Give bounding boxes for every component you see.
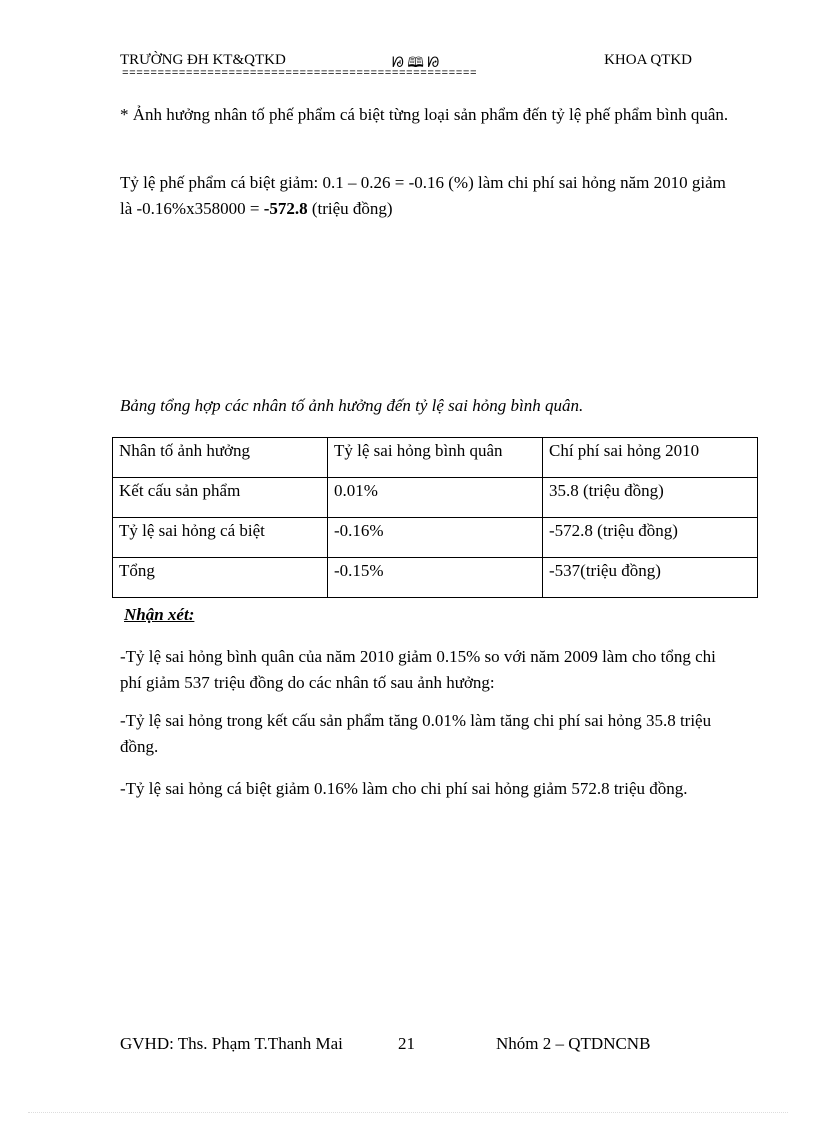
table-row — [113, 558, 758, 598]
intro-paragraph-2 — [120, 170, 740, 222]
table-cell: 35.8 (triệu đồng) — [543, 478, 758, 518]
table-cell: Kết cấu sản phẩm — [113, 478, 328, 518]
table-row — [113, 478, 758, 518]
remarks-heading: Nhận xét: — [124, 605, 195, 624]
footer-group: Nhóm 2 – QTDNCNB — [496, 1034, 651, 1053]
intro-calc-result: -572.8 — [263, 199, 308, 218]
header-ornament-icon: ᘘ 🕮 ᘙ — [392, 56, 440, 71]
remarks-paragraph-2: -Tỷ lệ sai hỏng trong kết cấu sản phẩm tăng 0.01% làm tăng chi phí sai hỏng 35.8 triệu đồng. — [120, 711, 712, 756]
table-cell: 0.01% — [328, 478, 543, 518]
intro-calc-text: Tỷ lệ phế phẩm cá biệt giảm: 0.1 – 0.26 = -0.16 (%) làm chi phí sai hỏng năm 2010 giảm là -0.16%x358000 = — [120, 173, 726, 218]
table-cell: -537(triệu đồng) — [543, 558, 758, 598]
table-header-cell: Chí phí sai hỏng 2010 — [543, 438, 758, 478]
table-header-cell: Nhân tố ảnh hưởng — [113, 438, 328, 478]
page-number: 21 — [398, 1034, 415, 1053]
table-header-row — [113, 438, 758, 478]
table-caption: Bảng tổng hợp các nhân tố ảnh hưởng đến tỷ lệ sai hỏng bình quân. — [120, 396, 584, 415]
table-cell: -572.8 (triệu đồng) — [543, 518, 758, 558]
table-cell: -0.16% — [328, 518, 543, 558]
footer-instructor: GVHD: Ths. Phạm T.Thanh Mai — [120, 1034, 343, 1053]
table-cell: Tổng — [113, 558, 328, 598]
table-cell: -0.15% — [328, 558, 543, 598]
header-school: TRƯỜNG ĐH KT&QTKD — [120, 52, 286, 68]
intro-paragraph-1: * Ảnh hưởng nhân tố phế phẩm cá biệt từng loại sản phẩm đến tỷ lệ phế phẩm bình quân. — [120, 105, 729, 124]
remarks-paragraph-1: -Tỷ lệ sai hỏng bình quân của năm 2010 giảm 0.15% so với năm 2009 làm cho tổng chi phí giảm 537 triệu đồng do các nhân tố sau ảnh hưởng: — [120, 647, 716, 692]
page-footer — [120, 1034, 680, 1058]
table-row — [113, 518, 758, 558]
table-header-cell: Tỷ lệ sai hỏng bình quân — [328, 438, 543, 478]
header-faculty: KHOA QTKD — [604, 52, 692, 68]
table-cell: Tỷ lệ sai hỏng cá biệt — [113, 518, 328, 558]
page-bottom-divider — [28, 1112, 788, 1113]
remarks-paragraph-3: -Tỷ lệ sai hỏng cá biệt giảm 0.16% làm cho chi phí sai hỏng giảm 572.8 triệu đồng. — [120, 779, 688, 798]
intro-calc-unit: (triệu đồng) — [307, 199, 393, 218]
header-rule: ================================================== — [122, 68, 478, 80]
summary-table — [112, 437, 758, 598]
